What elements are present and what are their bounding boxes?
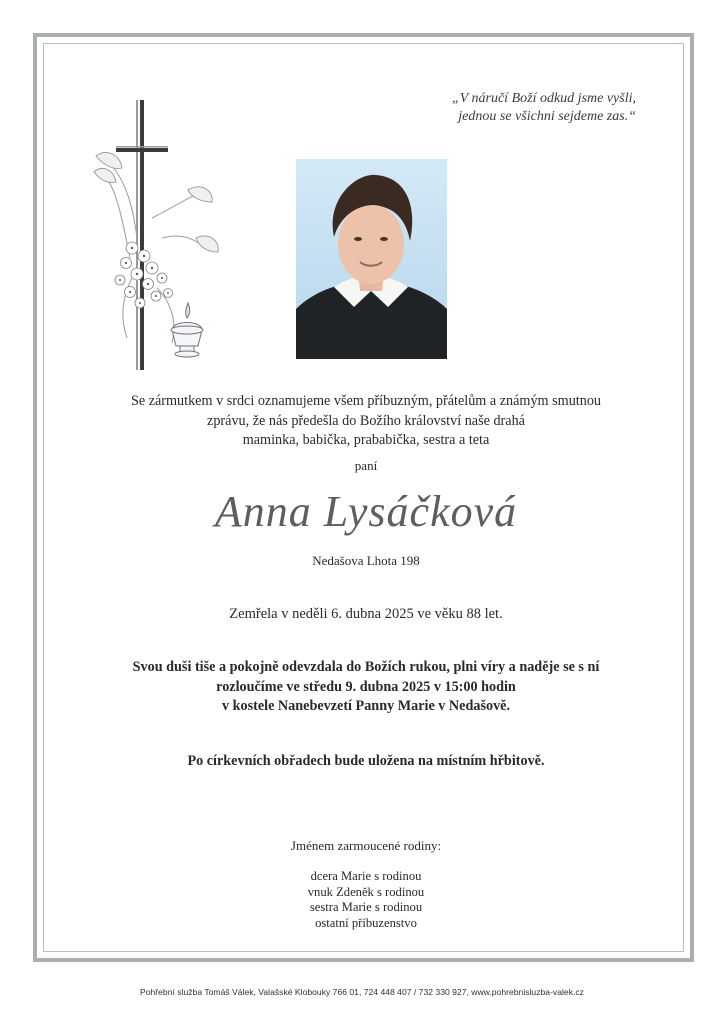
footer-contact: Pohřební služba Tomáš Válek, Valašské Klobouky 766 01, 724 448 407 / 732 330 927, www.pohrebnisluzba-valek.cz	[140, 987, 584, 997]
list-item: dcera Marie s rodinou	[310, 869, 422, 883]
intro-line-3: maminka, babička, prababička, sestra a teta	[242, 432, 490, 448]
quote-line-1: „V náručí Boží odkud jsme vyšli,	[451, 91, 636, 106]
cross-icon	[92, 98, 227, 373]
deceased-name: Anna Lysáčková	[214, 487, 518, 536]
list-item: vnuk Zdeněk s rodinou	[307, 884, 425, 899]
funeral-line-2: rozloučíme ve středu 9. dubna 2025 v 15:00 hodin	[216, 678, 516, 695]
list-item: sestra Marie s rodinou	[309, 900, 423, 915]
quote	[356, 90, 636, 126]
burial-notice: Po církevních obřadech bude uložena na místním hřbitově.	[187, 753, 545, 769]
intro-line-1: Se zármutkem v srdci oznamujeme všem příbuzným, přátelům a známým smutnou	[130, 393, 602, 409]
quote-line-2: jednou se všichni sejdeme zas.“	[458, 109, 636, 124]
portrait-photo	[296, 159, 447, 359]
death-notice: Zemřela v neděli 6. dubna 2025 ve věku 88 let.	[229, 606, 503, 622]
intro-text	[60, 392, 672, 451]
portrait-icon	[296, 159, 447, 359]
list-item: ostatní příbuzenstvo	[315, 915, 417, 930]
title-word: paní	[354, 458, 378, 473]
family-heading: Jménem zarmoucené rodiny:	[290, 838, 442, 853]
funeral-line-1: Svou duši tiše a pokojně odevzdala do Božích rukou, plni víry a naděje se s ní	[132, 659, 600, 675]
family-list	[60, 869, 672, 931]
funeral-details	[60, 658, 672, 717]
intro-line-2: zprávu, že nás předešla do Božího království naše drahá	[207, 412, 525, 429]
funeral-line-3: v kostele Nanebevzetí Panny Marie v Nedašově.	[221, 698, 511, 714]
address: Nedašova Lhota 198	[312, 553, 420, 568]
